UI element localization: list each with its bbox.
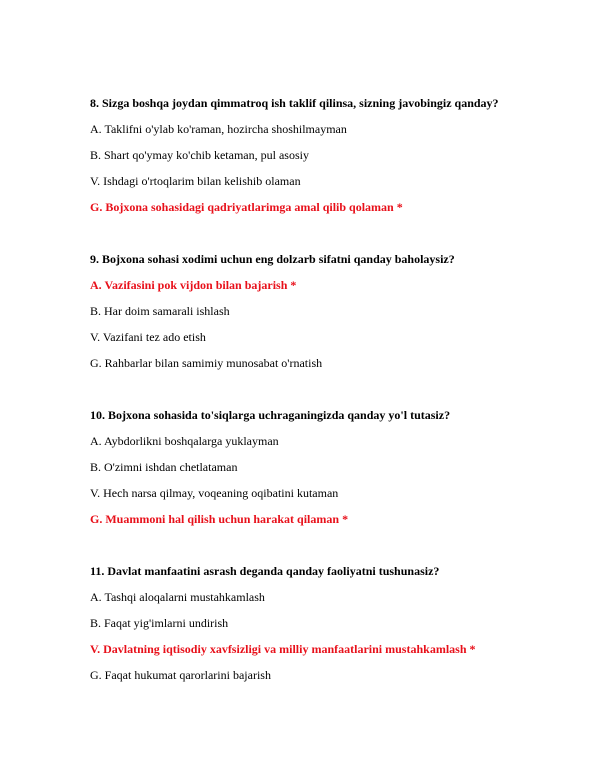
answer-option: A. Aybdorlikni boshqalarga yuklayman (90, 434, 279, 448)
correct-answer-option: V. Davlatning iqtisodiy xavfsizligi va milliy manfaatlarini mustahkamlash * (90, 642, 476, 656)
answer-option: V. Hech narsa qilmay, voqeaning oqibatini kutaman (90, 486, 339, 500)
answer-option: G. Rahbarlar bilan samimiy munosabat o'rnatish (90, 356, 323, 370)
answer-option: B. Har doim samarali ishlash (90, 304, 230, 318)
question-title: 10. Bojxona sohasida to'siqlarga uchraganingizda qanday yo'l tutasiz? (90, 408, 451, 422)
answer-option: B. Shart qo'ymay ko'chib ketaman, pul asosiy (90, 148, 309, 162)
answer-option: B. O'zimni ishdan chetlataman (90, 460, 238, 474)
question-title: 8. Sizga boshqa joydan qimmatroq ish taklif qilinsa, sizning javobingiz qanday? (90, 96, 499, 110)
answer-option: G. Faqat hukumat qarorlarini bajarish (90, 668, 271, 682)
answer-option: A. Taklifni o'ylab ko'raman, hozircha shoshilmayman (90, 122, 347, 136)
correct-answer-option: A. Vazifasini pok vijdon bilan bajarish * (90, 278, 297, 292)
correct-answer-option: G. Bojxona sohasidagi qadriyatlarimga amal qilib qolaman * (90, 200, 403, 214)
question-title: 9. Bojxona sohasi xodimi uchun eng dolzarb sifatni qanday baholaysiz? (90, 252, 455, 266)
question-title: 11. Davlat manfaatini asrash deganda qanday faoliyatni tushunasiz? (90, 564, 440, 578)
answer-option: V. Vazifani tez ado etish (90, 330, 206, 344)
answer-option: B. Faqat yig'imlarni undirish (90, 616, 229, 630)
correct-answer-option: G. Muammoni hal qilish uchun harakat qilaman * (90, 512, 349, 526)
answer-option: V. Ishdagi o'rtoqlarim bilan kelishib olaman (90, 174, 301, 188)
answer-option: A. Tashqi aloqalarni mustahkamlash (90, 590, 265, 604)
